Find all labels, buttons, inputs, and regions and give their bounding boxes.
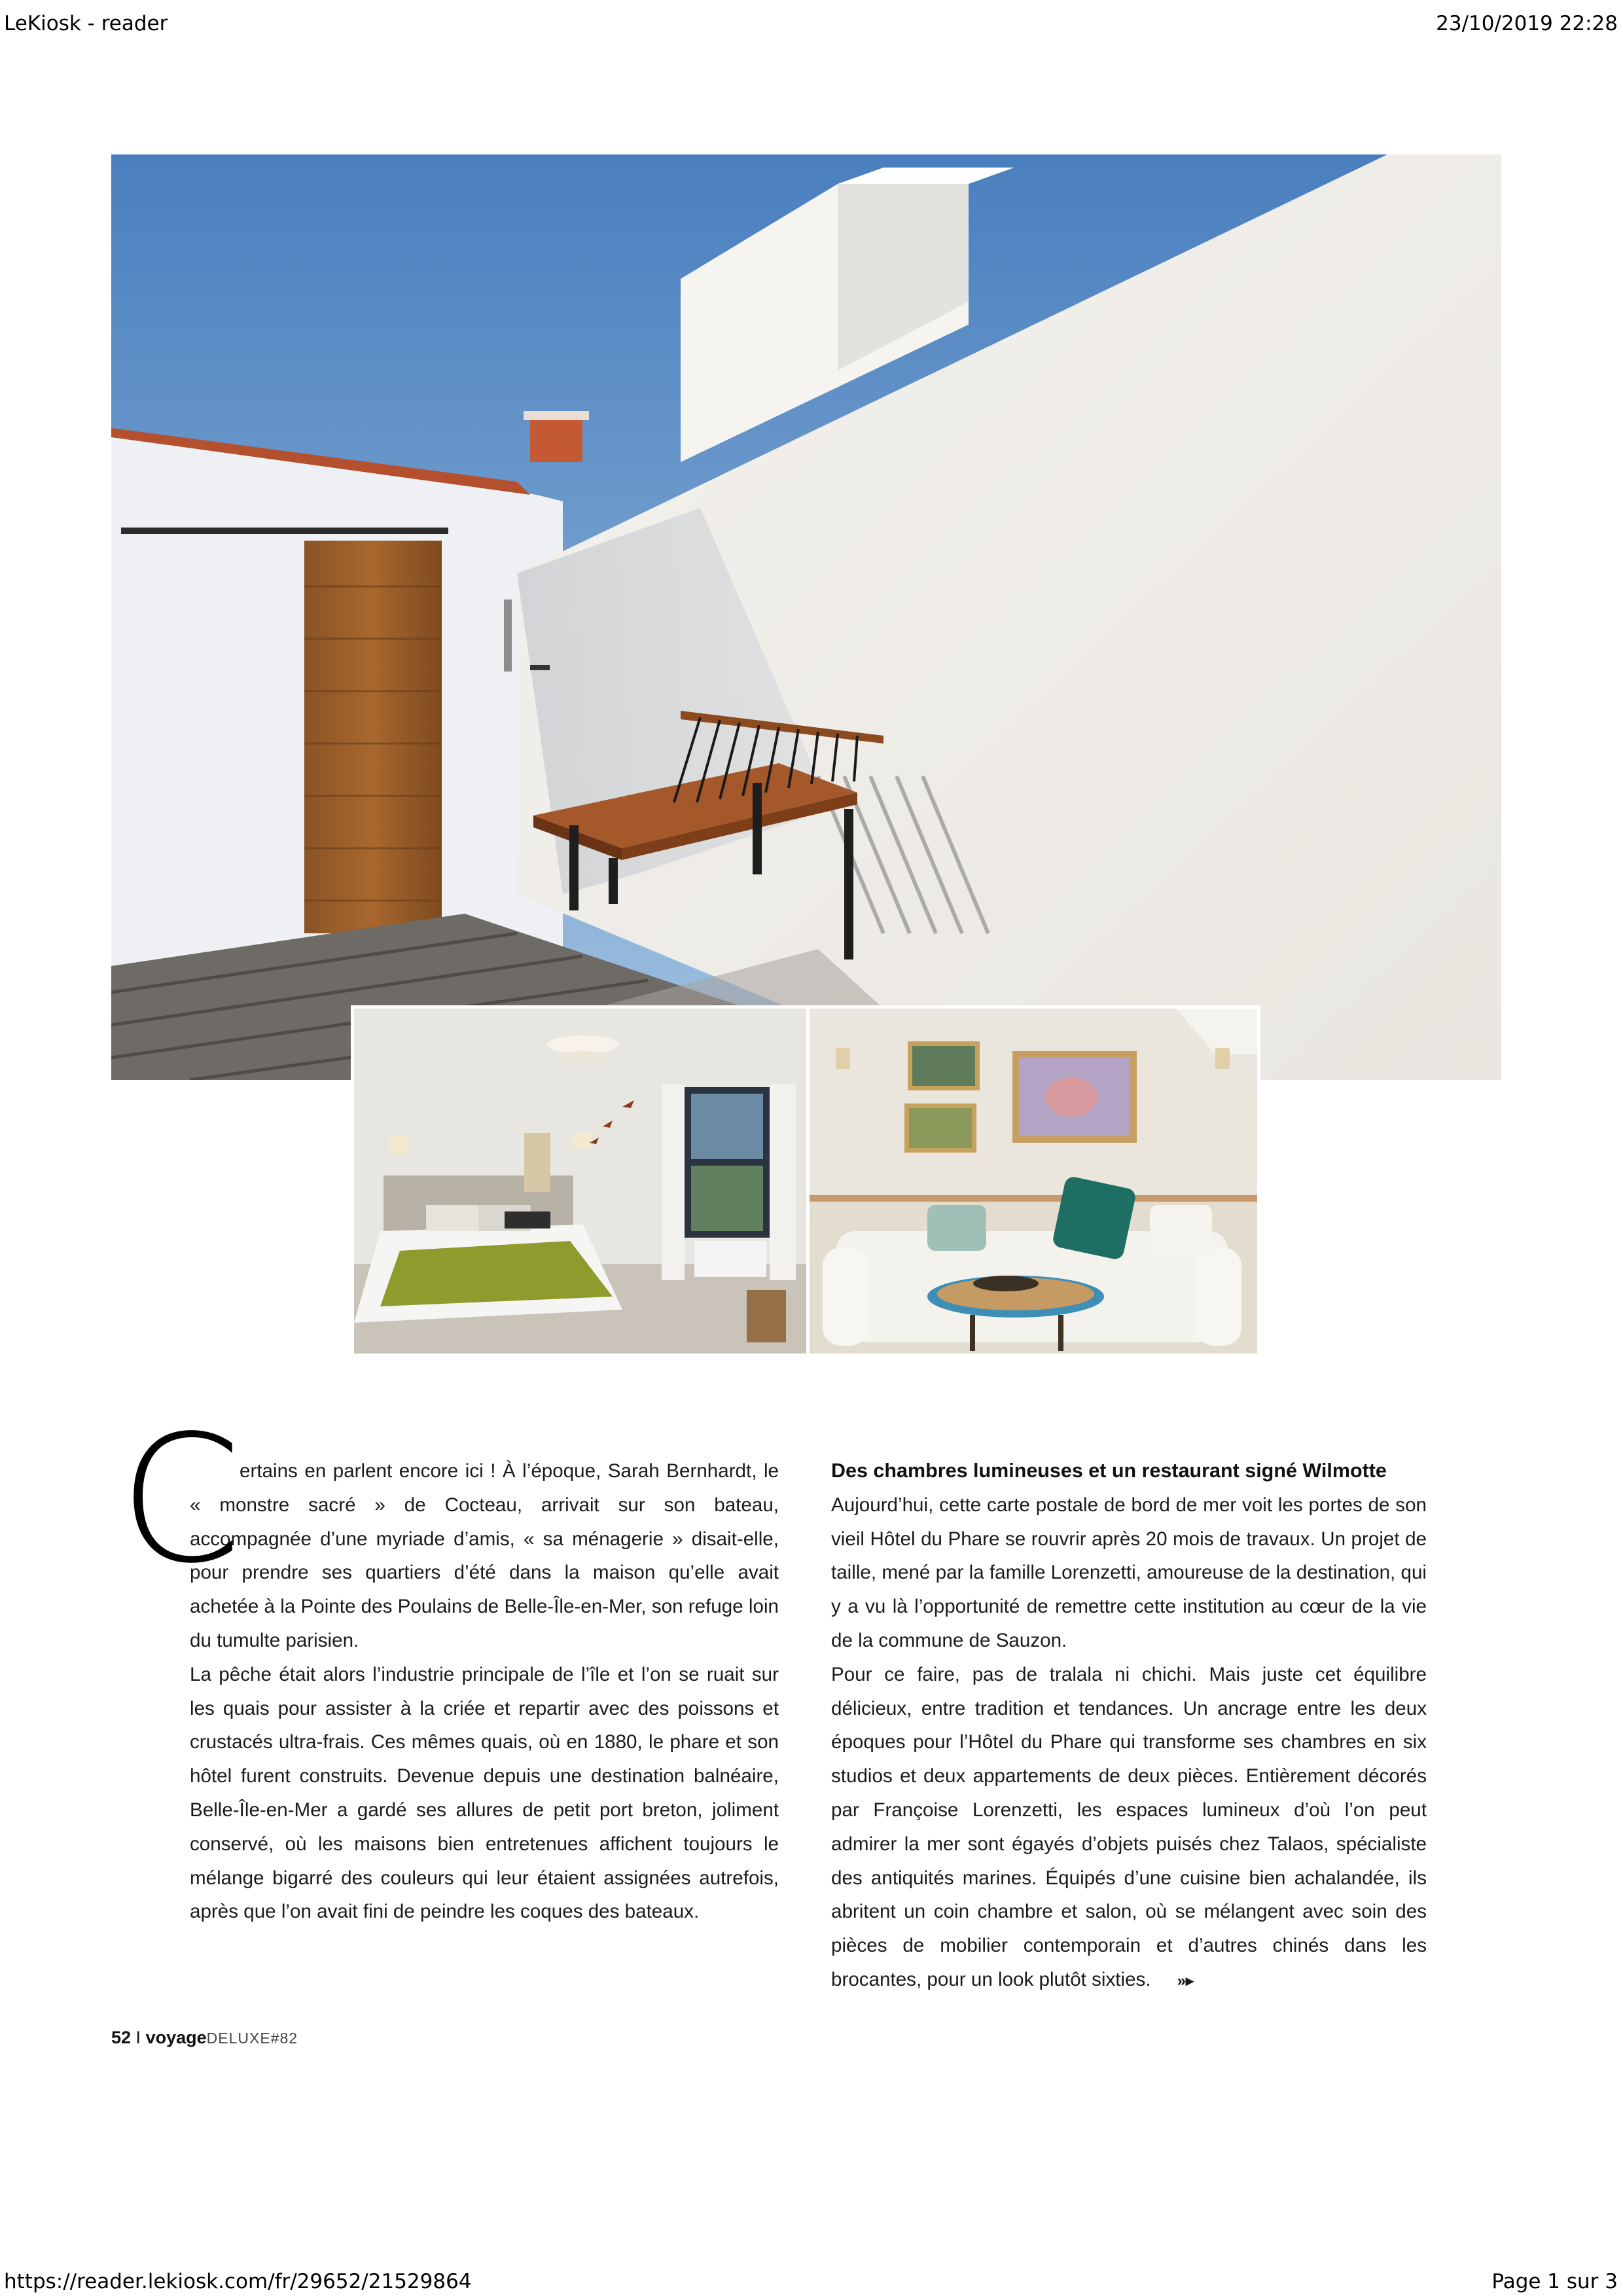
article-paragraph-intro (190, 1454, 779, 1658)
bedroom-photo (354, 1009, 807, 1354)
terrace-bench-photo (111, 154, 1501, 1080)
article-paragraph-pour-ce-faire (831, 1658, 1427, 1998)
magazine-name: voyage (145, 2028, 207, 2047)
magazine-edition: DELUXE#82 (206, 2030, 298, 2047)
page-number: 52 (111, 2028, 132, 2047)
page-url: https://reader.lekiosk.com/fr/29652/21529864 (4, 2270, 472, 2293)
print-datetime: 23/10/2019 22:28 (1436, 12, 1618, 35)
browser-tab-title: LeKiosk - reader (4, 12, 168, 35)
page-folio (111, 2028, 298, 2048)
article-right-column (831, 1454, 1427, 1998)
article-paragraph-aujourdhui: Aujourd’hui, cette carte postale de bord de mer voit les portes de son vieil Hôtel du Phare se rouvrir après 20 mois de travaux. Un projet de taille, mené par la famille Lorenzetti, amoureuse de la destination, qui y a vu là l’opportunité de remettre cette institution au cœur de la vie de la commune de Sauzon. (831, 1494, 1427, 1651)
article-paragraph-pour-ce-faire-text: Pour ce faire, pas de tralala ni chichi. Mais juste cet équilibre délicieux, entre tradition et tendances. Un ancrage entre les deux époques pour l’Hôtel du Phare qui transforme ses chambres en six studios et deux appartements de deux pièces. Entièrement décorés par Françoise Lorenzetti, les espaces lumineux d’où l’on peut admirer la mer sont égayés d’objets puisés chez Talaos, spécialiste des antiquités marines. Équipés d’une cuisine bien achalandée, ils abritent un coin chambre et salon, où se mélangent avec soin des pièces de mobilier contemporain et d’autres chinés dans les brocantes, pour un look plutôt sixties. (831, 1663, 1427, 1990)
article-paragraph-intro-text: ertains en parlent encore ici ! À l’époque, Sarah Bernhardt, le « monstre sacré » de Cocteau, arrivait sur son bateau, accompagnée d’une myriade d’amis, « sa ménagerie » disait-elle, pour prendre ses quartiers d’été dans la maison qu’elle avait achetée à la Pointe des Poulains de Belle-Île-en-Mer, son refuge loin du tumulte parisien. (190, 1460, 779, 1651)
article-left-column (119, 1398, 779, 1929)
article-paragraph-peche: La pêche était alors l’industrie principale de l’île et l’on se ruait sur les quais pour assister à la criée et repartir avec des poissons et crustacés ultra-frais. Ces mêmes quais, où en 1880, le phare et son hôtel furent construits. Devenue depuis une destination balnéaire, Belle-Île-en-Mer a gardé ses allures de petit port breton, joliment conservé, où les maisons bien entretenues affichent toujours le mélange bigarré des couleurs qui leur étaient assignées autrefois, après que l’on avait fini de peindre les coques des bateaux. (190, 1663, 779, 1923)
continue-arrow-icon: »▸ (1177, 1971, 1194, 1990)
folio-separator: I (131, 2028, 146, 2047)
page-indicator: Page 1 sur 3 (1491, 2270, 1618, 2293)
living-room-photo (810, 1009, 1257, 1354)
drop-cap: C (119, 1398, 242, 1602)
article-subheading: Des chambres lumineuses et un restaurant signé Wilmotte (831, 1460, 1387, 1482)
